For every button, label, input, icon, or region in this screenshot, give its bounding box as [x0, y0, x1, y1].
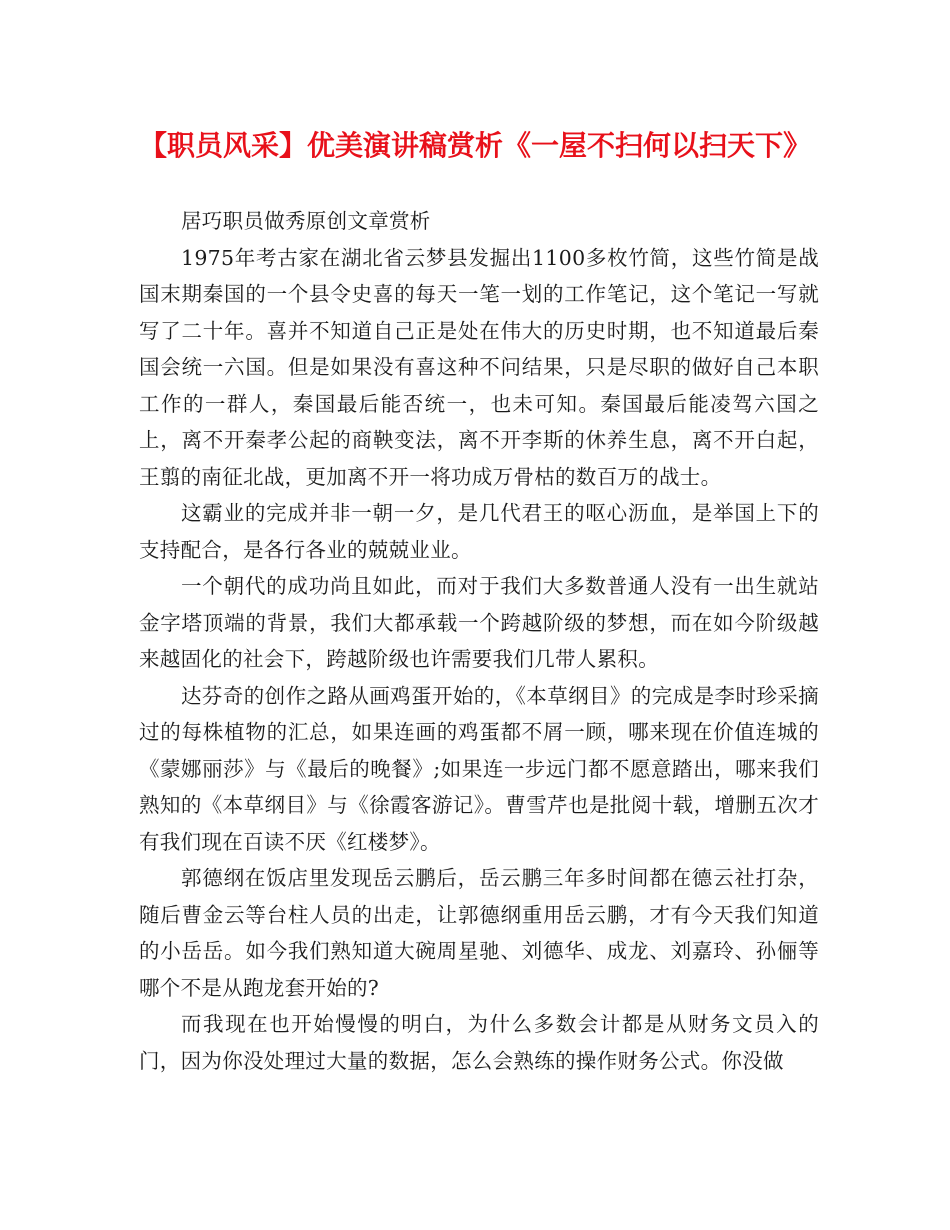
body-paragraph: 一个朝代的成功尚且如此，而对于我们大多数普通人没有一出生就站金字塔顶端的背景，我们大都承载一个跨越阶级的梦想，而在如今阶级越来越固化的社会下，跨越阶级也许需要我们几带人累积。 [139, 574, 819, 671]
body-paragraph: 达芬奇的创作之路从画鸡蛋开始的，《本草纲目》的完成是李时珍采摘过的每株植物的汇总，如果连画的鸡蛋都不屑一顾，哪来现在价值连城的《蒙娜丽莎》与《最后的晚餐》;如果连一步远门都不愿意踏出，哪来我们熟知的《本草纲目》与《徐霞客游记》。曹雪芹也是批阅十载，增删五次才有我们现在百读不厌《红楼梦》。 [139, 683, 819, 854]
body-paragraph: 郭德纲在饭店里发现岳云鹏后，岳云鹏三年多时间都在德云社打杂，随后曹金云等台柱人员的出走，让郭德纲重用岳云鹏，才有今天我们知道的小岳岳。如今我们熟知道大碗周星驰、刘德华、成龙、刘嘉玲、孙俪等哪个不是从跑龙套开始的? [139, 866, 819, 1000]
body-paragraph: 而我现在也开始慢慢的明白，为什么多数会计都是从财务文员入的门，因为你没处理过大量的数据，怎么会熟练的操作财务公式。你没做 [139, 1012, 819, 1073]
body-paragraph: 这霸业的完成并非一朝一夕，是几代君王的呕心沥血，是举国上下的支持配合，是各行各业的兢兢业业。 [139, 501, 819, 562]
byline-paragraph: 居巧职员做秀原创文章赏析 [181, 209, 431, 233]
document-title: 【职员风采】优美演讲稿赏析《一屋不扫何以扫天下》 [138, 129, 811, 162]
body-paragraph: 1975年考古家在湖北省云梦县发掘出1100多枚竹简，这些竹简是战国末期秦国的一个县令史喜的每天一笔一划的工作笔记，这个笔记一写就写了二十年。喜并不知道自己正是处在伟大的历史时期，也不知道最后秦国会统一六国。但是如果没有喜这种不问结果，只是尽职的做好自己本职工作的一群人，秦国最后能否统一，也未可知。秦国最后能凌驾六国之上，离不开秦孝公起的商鞅变法，离不开李斯的休养生息，离不开白起，王翦的南征北战，更加离不开一将功成万骨枯的数百万的战士。 [139, 245, 819, 489]
document-body [139, 203, 819, 1079]
